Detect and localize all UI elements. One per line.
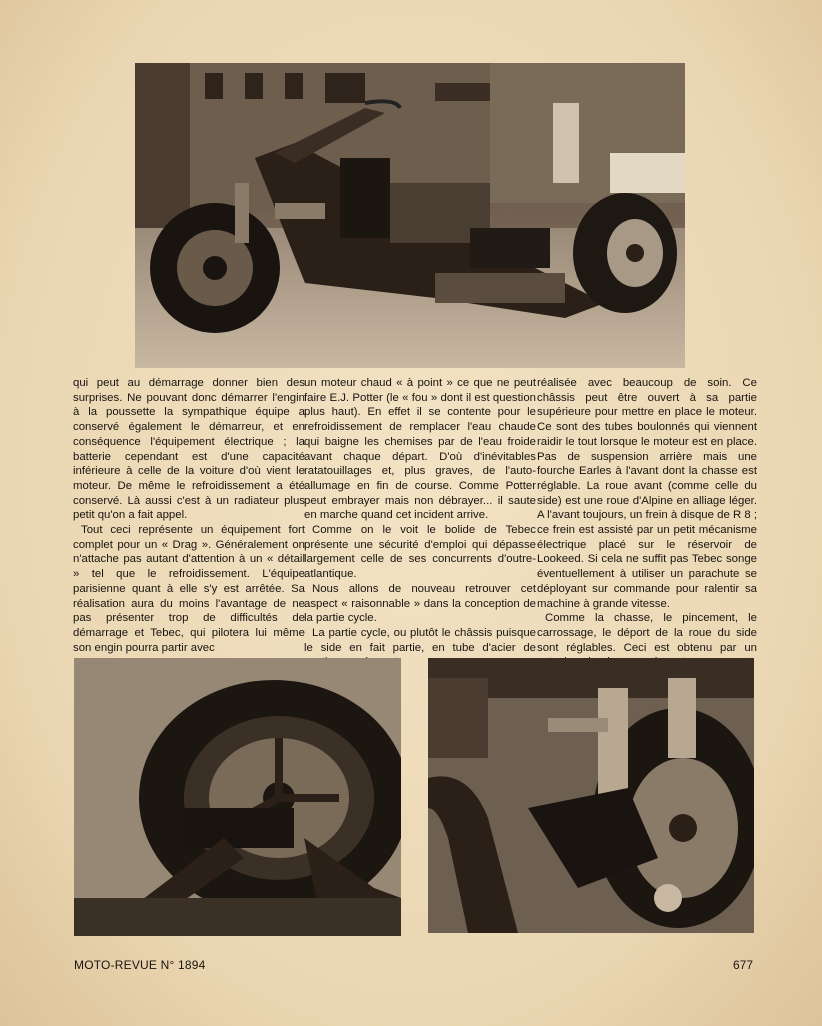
- front-suspension-photo: [428, 658, 754, 933]
- paragraph: Nous allons de nouveau retrouver cet aspect « raisonnable » dans la conception de la partie cycle.: [304, 582, 536, 625]
- paragraph: un moteur chaud « à point » ce que ne peut faire E.J. Potter (le « fou » dont il est question plus haut). En effet il se contente pour le refroidissement de remplacer l'eau chaude qui baigne les chemises par de l'eau froide avant chaque départ. D'où d'inévitables ratatouillages et, plus graves, de l'auto-allumage en fin de course. Comme Potter peut embrayer mais non débrayer... il saute en marche quand cet incident arrive.: [304, 377, 536, 522]
- paragraph: Tout ceci représente un équipement fort complet pour un « Drag ». Généralement on n'attache pas autant d'attention à un « détail » tel que le refroidissement. L'équipe parisienne quant à elle s'y est arrêtée. Sa réalisation aura du moins l'avantage de ne pas présenter trop de difficultés de démarrage et Tebec, qui pilotera lui même son engin pourra partir avec: [73, 524, 305, 654]
- trike-full-side-photo: [135, 63, 685, 368]
- page-number: 677: [733, 958, 754, 972]
- paragraph: La partie cycle, ou plutôt le châssis puisque le side en fait partie, en tube d'acier de: [304, 626, 536, 654]
- paragraph: Comme la chasse, le pincement, le carrossage, le déport de la roue du side sont réglables. Ceci est obtenu par un: [537, 612, 757, 654]
- magazine-footer: MOTO-REVUE N° 1894: [74, 958, 206, 972]
- rear-wheel-footrest-photo: [74, 658, 401, 936]
- text-column-2: [304, 376, 536, 670]
- text-column-3: [537, 376, 757, 670]
- paragraph: réalisée avec beaucoup de soin. Ce châssis peut être ouvert à sa partie supérieure pour mettre en place le moteur. Ce sont des tubes boulonnés qui viennent raidir le tout lorsque le moteur est en place. Pas de suspension arrière mais une fourche Earles à l'avant dont la chasse est réglable. La roue avant (comme celle du side) est une roue d'Alpine en alliage léger. A l'avant toujours, un frein à disque de R 8 ; ce frein est assisté par un petit mécanisme électrique placé sur le réservoir de Lookeed. Si cela ne suffit pas Tebec songe éventuellement à utiliser un parachute se déployant sur commande pour ralentir sa machine à grande vitesse.: [537, 377, 757, 610]
- text-column-1: [73, 376, 305, 655]
- paragraph: qui peut au démarrage donner bien des surprises. Ne pouvant donc démarrer l'engin à la poussette la sympathique équipe a conservé également le démarreur, et en conséquence l'équipement électrique ; la batterie cependant est d'une capacité inférieure à celle de la voiture d'où vient le moteur. De même le refroidissement a été conservé. Là aussi c'est à un radiateur plus petit qu'on a fait appel.: [73, 377, 305, 522]
- paragraph: Comme on le voit le bolide de Tebec présente une sécurité d'emploi qui dépasse largement celle de ses concurrents d'outre-atlantique.: [304, 524, 536, 581]
